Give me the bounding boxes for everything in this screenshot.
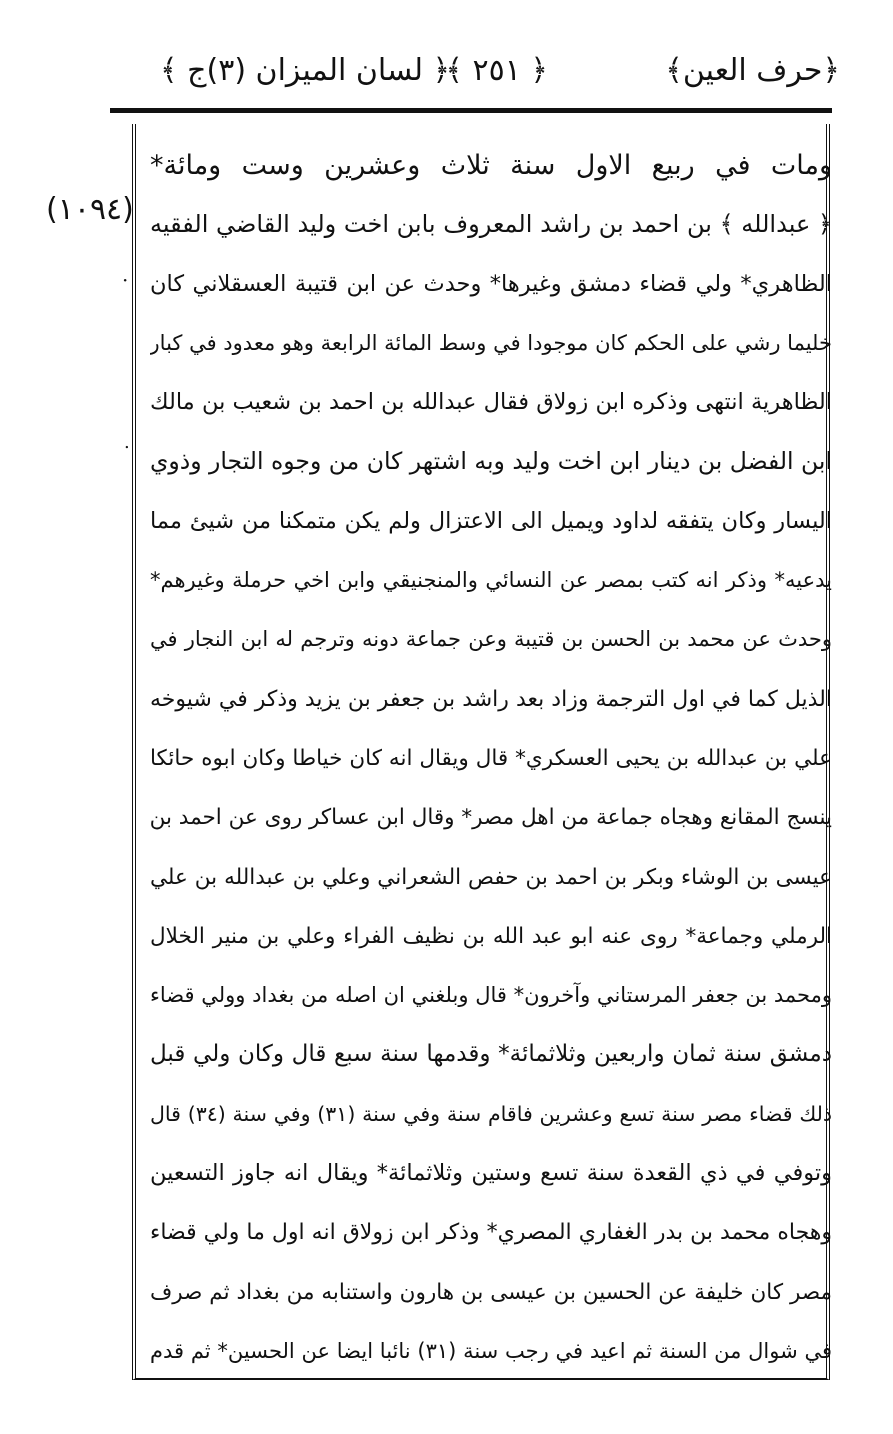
header-book-title: ﴿ لسان الميزان (٣)ج ﴾ [160,53,451,88]
margin-dot: · [122,268,129,292]
text-line: ومحمد بن جعفر المرستاني وآخرون* قال وبلغني ان اصله من بغداد وولي قضاء [150,983,832,1008]
header-rule [110,108,832,113]
margin-mark: . [124,432,130,453]
text-line: الظاهرية انتهى وذكره ابن زولاق فقال عبدالله بن احمد بن شعيب بن مالك [150,389,832,416]
text-line: وتوفي في ذي القعدة سنة تسع وستين وثلاثمائة* ويقال انه جاوز التسعين [150,1160,832,1187]
text-line: عيسى بن الوشاء وبكر بن احمد بن حفص الشعراني وعلي بن عبدالله بن علي [150,864,832,890]
text-line: علي بن عبدالله بن يحيى العسكري* قال ويقال انه كان خياطا وكان ابوه حائكا [150,745,832,771]
text-line: وهجاه محمد بن بدر الغفاري المصري* وذكر ابن زولاق انه اول ما ولي قضاء [150,1220,832,1246]
text-line: وحدث عن محمد بن الحسن بن قتيبة وعن جماعة دونه وترجم له ابن النجار في [150,627,832,652]
text-line: خليما رشي على الحكم كان موجودا في وسط المائة الرابعة وهو معدود في كبار [150,330,832,355]
text-line: ﴿ عبدالله ﴾ بن احمد بن راشد المعروف بابن اخت وليد القاضي الفقيه [150,210,832,239]
text-line: ذلك قضاء مصر سنة تسع وعشرين فاقام سنة وفي سنة (٣١) وفي سنة (٣٤) قال [150,1101,832,1126]
text-line: دمشق سنة ثمان واربعين وثلاثمائة* وقدمها سنة سبع قال وكان ولي قبل [150,1041,832,1068]
text-line: الذيل كما في اول الترجمة وزاد بعد راشد بن جعفر بن يزيد وذكر في شيوخه [150,686,832,712]
text-line: ومات في ربيع الاول سنة ثلاث وعشرين وست ومائة* [150,150,832,181]
text-line: ينسج المقانع وهجاه جماعة من اهل مصر* وقال ابن عساكر روى عن احمد بن [150,805,832,831]
text-line: في شوال من السنة ثم اعيد في رجب سنة (٣١) نائبا ايضا عن الحسين* ثم قدم [150,1338,832,1363]
header-chapter-title: ﴿حرف العين﴾ [665,53,840,88]
margin-entry-number: (١٠٩٤) [46,192,134,227]
text-line: اليسار وكان يتفقه لداود ويميل الى الاعتزال ولم يكن متمكنا من شيئ مما [150,507,832,534]
header-page-number: ﴿ ٢٥١ ﴾ [445,53,548,88]
body-text [150,136,832,1381]
text-line: الظاهري* ولي قضاء دمشق وغيرها* وحدث عن ابن قتيبة العسقلاني كان [150,270,832,297]
text-line: يدعيه* وذكر انه كتب بمصر عن النسائي والمنجنيقي وابن اخي حرملة وغيرهم* [150,568,832,593]
text-line: مصر كان خليفة عن الحسين بن عيسى بن هارون واستنابه من بغداد ثم صرف [150,1279,832,1305]
page-header [150,44,840,98]
text-line: ابن الفضل بن دينار ابن اخت وليد وبه اشتهر كان من وجوه التجار وذوي [150,447,832,476]
text-line: الرملي وجماعة* روى عنه ابو عبد الله بن نظيف الفراء وعلي بن منير الخلال [150,923,832,949]
